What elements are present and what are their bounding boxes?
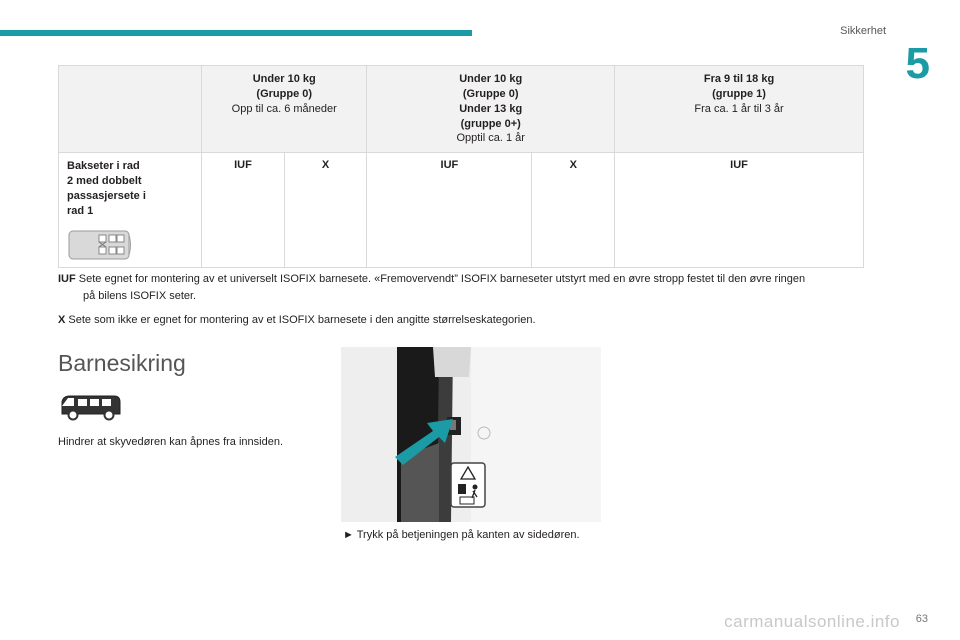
header-accent-bar	[0, 30, 472, 36]
header-line: (Gruppe 0)	[256, 87, 313, 100]
note-x	[58, 312, 888, 329]
header-line: Fra 9 til 18 kg	[703, 73, 775, 85]
photo-caption: ► Trykk på betjeningen på kanten av sidedøren.	[343, 529, 580, 541]
header-line: (gruppe 0+)	[460, 117, 521, 130]
header-line: (gruppe 1)	[712, 87, 766, 100]
note-iuf	[58, 271, 888, 304]
table-cell-x-1: X	[284, 153, 367, 267]
header-cell-group0	[202, 66, 367, 153]
page-number: 63	[915, 613, 928, 625]
note-iuf-text: Sete egnet for montering av et universelt ISOFIX barnesete. «Fremovervendt” ISOFIX barneseter utstyrt med en øvre stropp festet til den øvre ringen	[75, 273, 806, 285]
table-cell-iuf-3: IUF	[615, 153, 864, 267]
van-side-view-icon	[58, 392, 124, 422]
note-x-key: X	[58, 314, 66, 326]
header-line: Under 13 kg	[459, 102, 523, 115]
header-line: Opptil ca. 1 år	[456, 132, 525, 145]
header-cell-empty	[59, 66, 202, 153]
note-iuf-key: IUF	[58, 273, 76, 285]
isofix-table	[58, 65, 864, 268]
table-cell-iuf-2: IUF	[367, 153, 532, 267]
seat-label	[67, 159, 193, 218]
header-cell-group1	[615, 66, 864, 153]
header-cell-group0plus	[367, 66, 615, 153]
note-x-text: Sete som ikke er egnet for montering av et ISOFIX barnesete i den angitte størrelseskategorien.	[65, 314, 536, 326]
note-iuf-text-cont: på bilens ISOFIX seter.	[83, 289, 197, 302]
child-lock-warning-icon	[458, 484, 466, 494]
header-line: Opp til ca. 6 måneder	[231, 102, 337, 115]
seat-label-line: passasjersete i	[67, 189, 146, 202]
door-photo	[341, 347, 601, 522]
table-cell-iuf-1: IUF	[202, 153, 285, 267]
section-name: Sikkerhet	[840, 25, 886, 37]
seat-label-line: 2 med dobbelt	[67, 175, 142, 188]
seat-label-line: Bakseter i rad	[67, 160, 140, 173]
header-line: Fra ca. 1 år til 3 år	[694, 102, 784, 115]
header-line: (Gruppe 0)	[462, 87, 519, 100]
section-description: Hindrer at skyvedøren kan åpnes fra innsiden.	[58, 436, 284, 448]
header-line: Under 10 kg	[252, 73, 316, 85]
section-heading: Barnesikring	[58, 350, 186, 376]
van-top-view-icon	[67, 229, 133, 261]
table-row	[59, 153, 864, 267]
watermark: carmanualsonline.info	[724, 612, 900, 631]
seat-cell	[59, 153, 202, 267]
table-header-row	[59, 66, 864, 153]
chapter-number: 5	[905, 39, 930, 88]
seat-label-line: rad 1	[67, 204, 94, 217]
header-line: Under 10 kg	[459, 73, 523, 85]
table-cell-x-2: X	[532, 153, 615, 267]
